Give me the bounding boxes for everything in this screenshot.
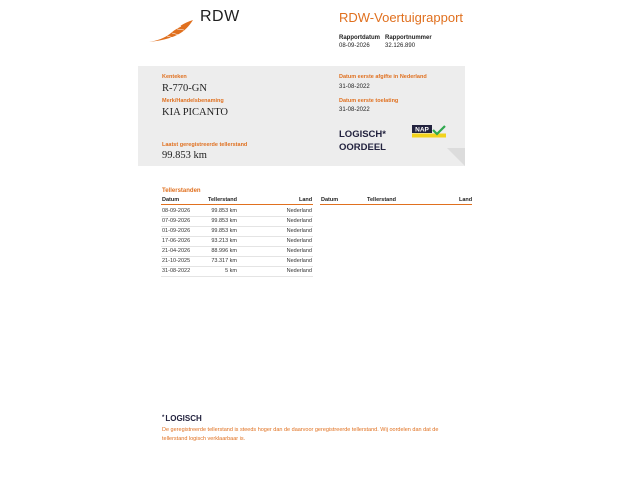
odometer-label: Laatst geregistreerde tellerstand xyxy=(162,142,248,148)
report-number: 32.126.890 xyxy=(385,43,416,49)
verdict xyxy=(339,128,386,154)
col-header-country-2: Land xyxy=(459,197,473,203)
rdw-feather-logo-icon xyxy=(147,18,195,44)
report-title: RDW-Voertuigrapport xyxy=(339,10,464,25)
col-header-country: Land xyxy=(299,197,313,203)
row-country: Nederland xyxy=(286,248,312,254)
row-country: Nederland xyxy=(286,238,312,244)
row-date: 21-04-2026 xyxy=(162,248,191,254)
footnote-title xyxy=(162,414,202,423)
row-reading: 99.853 km xyxy=(211,228,237,234)
make-label: Merk/Handelsbenaming xyxy=(162,98,224,104)
verdict-line-2: OORDEEL xyxy=(339,142,386,153)
odometer-value: 99.853 km xyxy=(162,150,207,161)
row-date: 08-09-2026 xyxy=(162,208,191,214)
first-nl-label: Datum eerste afgifte in Nederland xyxy=(339,74,427,80)
nap-text: NAP xyxy=(415,126,429,134)
first-nl-value: 31-08-2022 xyxy=(339,84,370,90)
report-number-label: Rapportnummer xyxy=(385,35,432,41)
row-country: Nederland xyxy=(286,218,312,224)
footnote-title-text: LOGISCH xyxy=(165,414,202,423)
row-date: 07-09-2026 xyxy=(162,218,191,224)
row-reading: 99.853 km xyxy=(211,208,237,214)
row-date: 01-09-2026 xyxy=(162,228,191,234)
table-row xyxy=(161,266,313,277)
plate-label: Kenteken xyxy=(162,74,187,80)
report-date: 08-09-2026 xyxy=(339,43,370,49)
make-value: KIA PICANTO xyxy=(162,107,229,118)
row-reading: 73.317 km xyxy=(211,258,237,264)
footnote-text: De geregistreerde tellerstand is steeds hoger dan de daarvoor geregistreerde tellerstand. Wij oordelen dan dat de tellerstand logisch verklaarbaar is. xyxy=(162,427,439,442)
plate-value: R-770-GN xyxy=(162,83,207,94)
row-date: 17-06-2026 xyxy=(162,238,191,244)
footnote-star: * xyxy=(162,415,165,421)
header-divider-left xyxy=(161,204,313,205)
first-admission-label: Datum eerste toelating xyxy=(339,98,399,104)
row-country: Nederland xyxy=(286,208,312,214)
row-country: Nederland xyxy=(286,258,312,264)
col-header-date-2: Datum xyxy=(321,197,339,203)
col-header-date: Datum xyxy=(162,197,180,203)
row-country: Nederland xyxy=(286,268,312,274)
row-reading: 93.213 km xyxy=(211,238,237,244)
report-date-label: Rapportdatum xyxy=(339,35,380,41)
row-date: 21-10-2025 xyxy=(162,258,191,264)
verdict-line-1: LOGISCH* xyxy=(339,129,386,140)
row-reading: 99.853 km xyxy=(211,218,237,224)
row-country: Nederland xyxy=(286,228,312,234)
row-date: 31-08-2022 xyxy=(162,268,191,274)
odometer-table-title: Tellerstanden xyxy=(162,188,201,194)
row-reading: 88.996 km xyxy=(211,248,237,254)
nap-check-icon xyxy=(412,125,446,138)
brand-name: RDW xyxy=(200,8,240,25)
col-header-reading-2: Tellerstand xyxy=(367,197,396,203)
row-reading: 5 km xyxy=(225,268,237,274)
first-admission-value: 31-08-2022 xyxy=(339,107,370,113)
col-header-reading: Tellerstand xyxy=(208,197,237,203)
panel-fold-corner xyxy=(447,148,465,166)
header-divider-right xyxy=(320,204,472,205)
